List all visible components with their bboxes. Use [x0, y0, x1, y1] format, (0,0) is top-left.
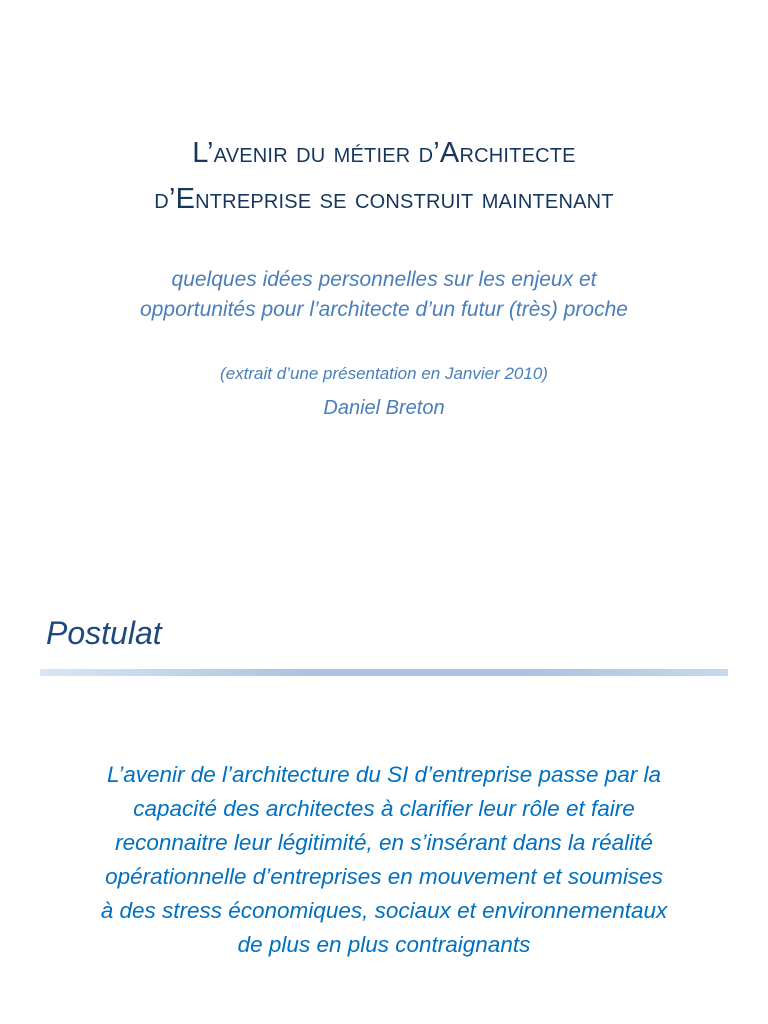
slide-title-line-1: L’avenir du métier d’Architecte [192, 137, 576, 169]
body-line: de plus en plus contraignants [237, 932, 531, 957]
body-line: reconnaitre leur légitimité, en s’insérant dans la réalité [115, 830, 653, 855]
section-heading: Postulat [46, 615, 162, 651]
extract-note: (extrait d’une présentation en Janvier 2010) [220, 364, 548, 383]
body-line: capacité des architectes à clarifier leur rôle et faire [133, 796, 635, 821]
postulat-body [20, 758, 748, 962]
slide-title-line-2: d’Entreprise se construit maintenant [154, 183, 614, 215]
body-line: opérationnelle d’entreprises en mouvement et soumises [105, 864, 663, 889]
body-line: L’avenir de l’architecture du SI d’entreprise passe par la [106, 762, 662, 787]
heading-divider [40, 669, 728, 676]
slide-subtitle-line-2: opportunités pour l’architecte d’un futur (très) proche [140, 298, 628, 321]
slide-subtitle-line-1: quelques idées personnelles sur les enjeux et [171, 268, 597, 291]
body-line: à des stress économiques, sociaux et environnementaux [100, 898, 668, 923]
author-name: Daniel Breton [323, 397, 445, 419]
